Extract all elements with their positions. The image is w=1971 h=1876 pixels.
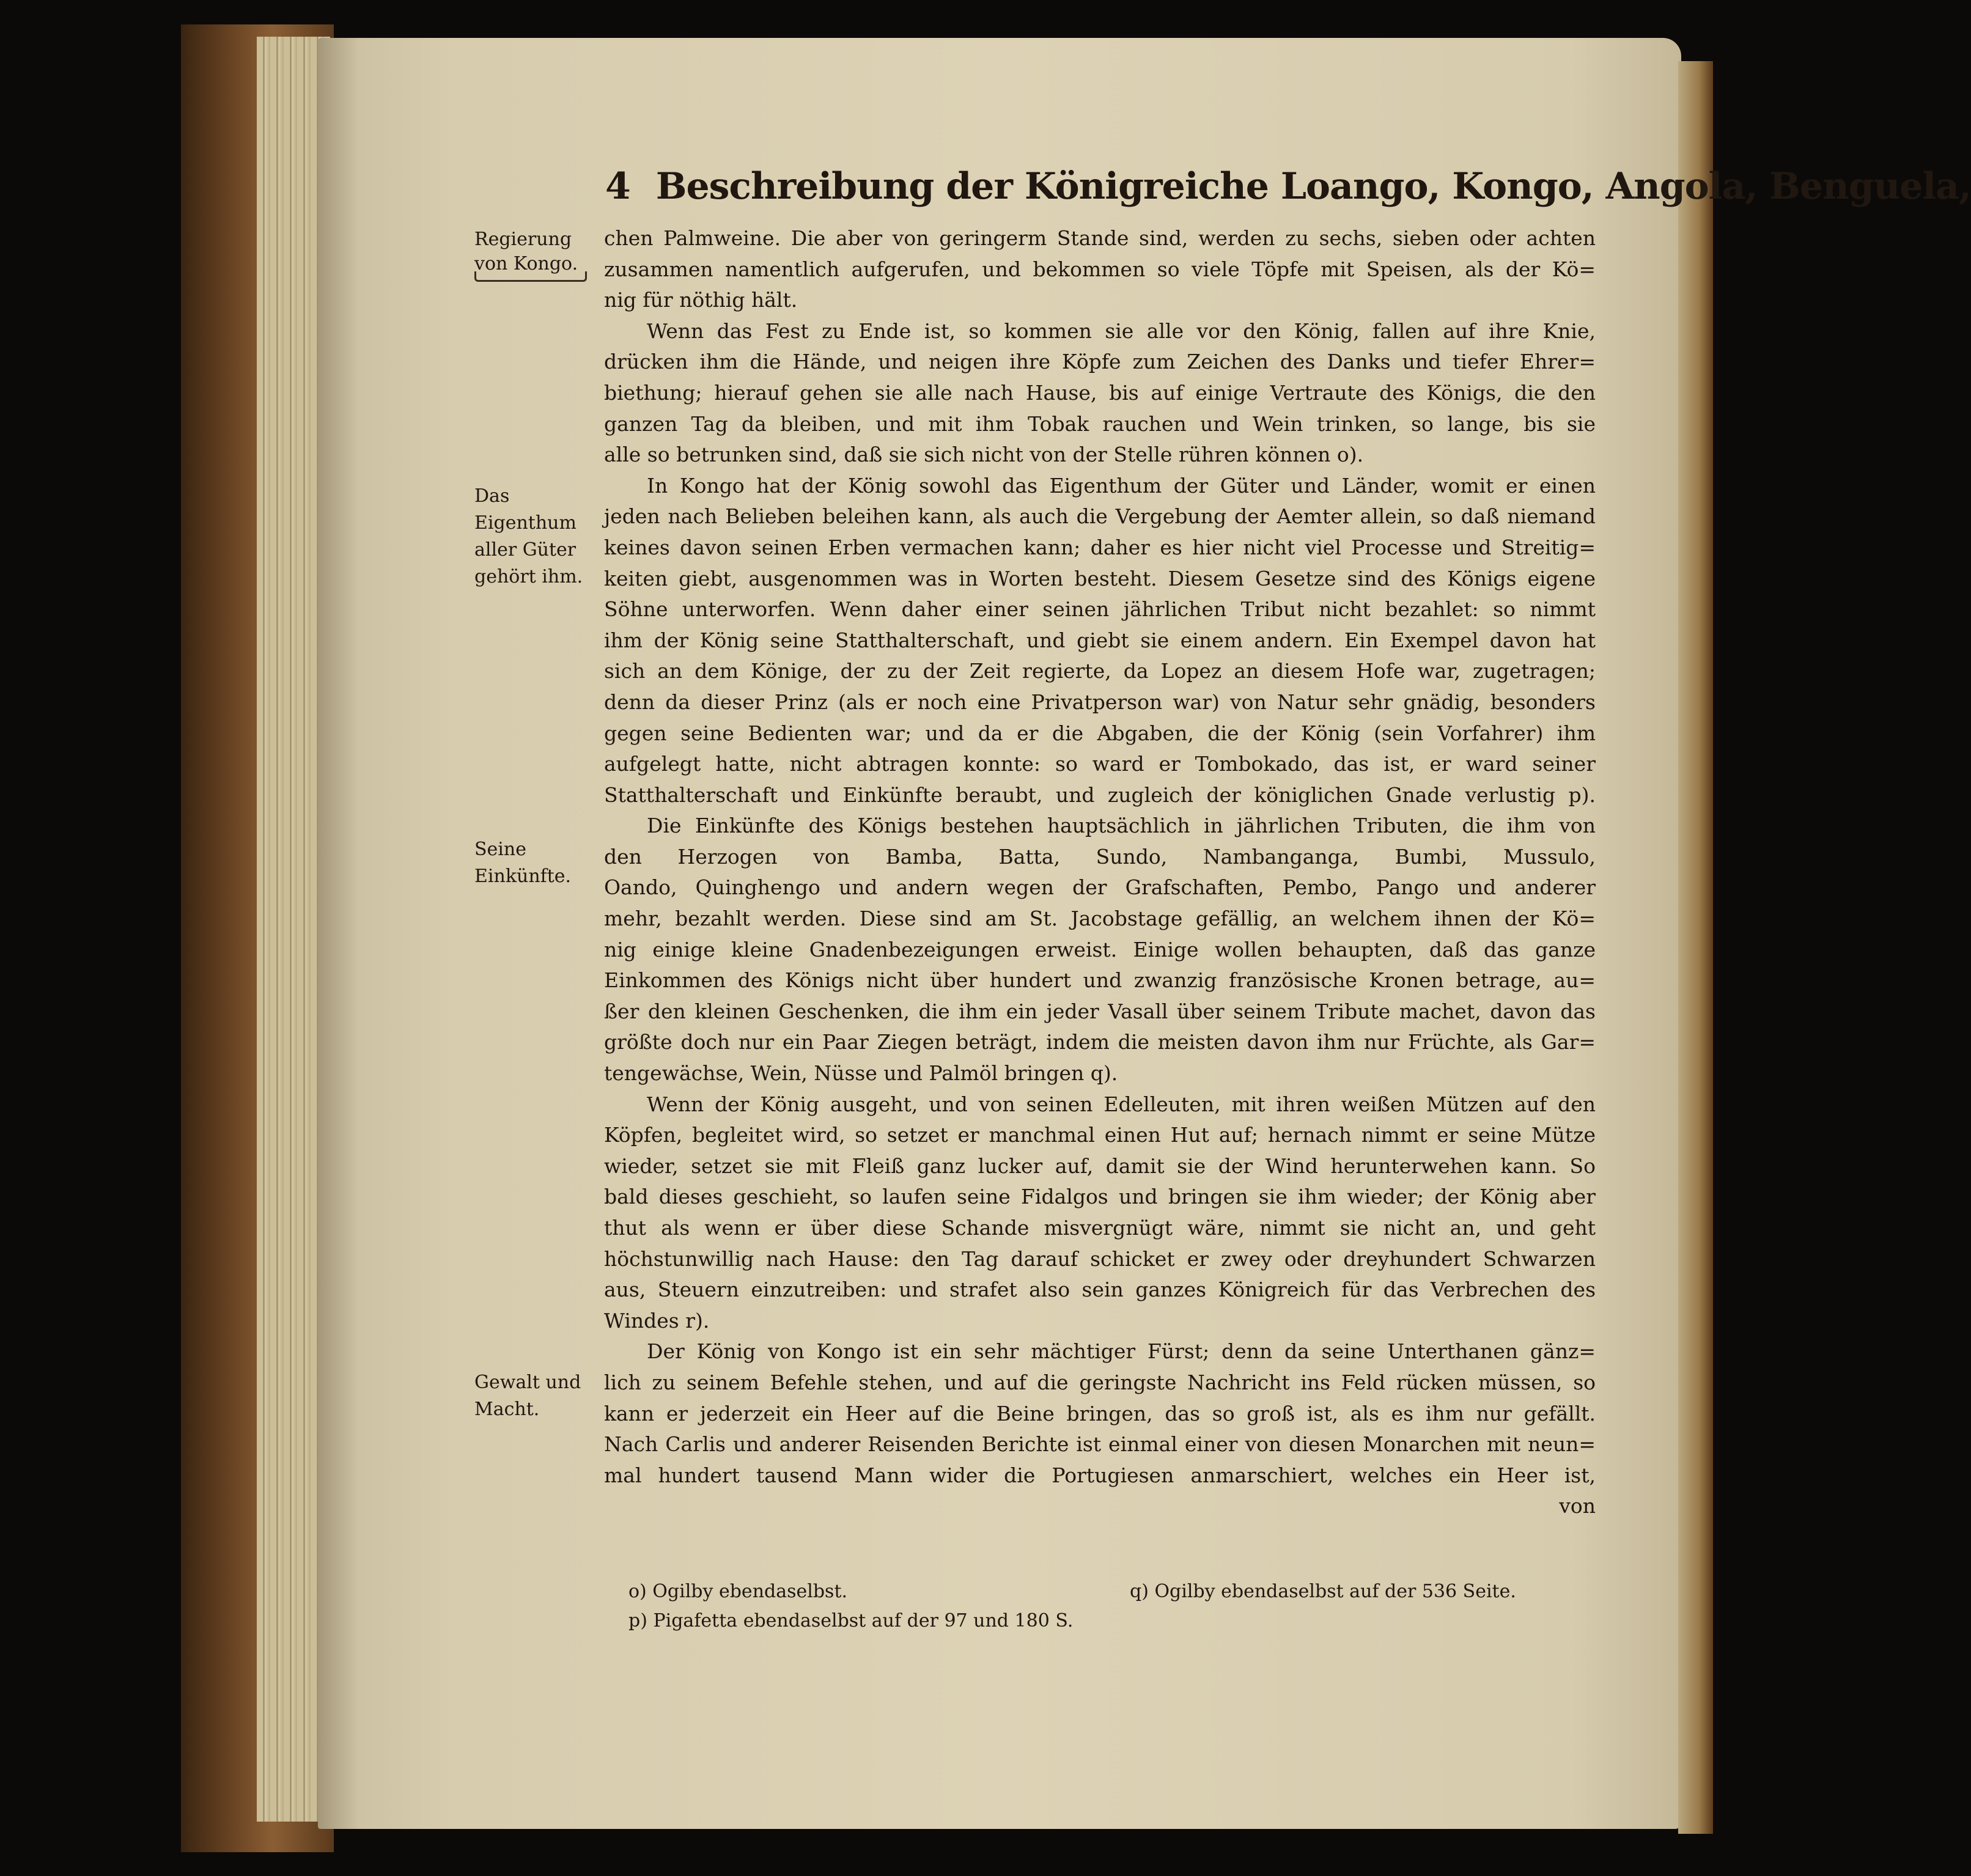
text-line: biethung; hierauf gehen sie alle nach Hause, bis auf einige Vertraute des Königs, die den [604, 380, 1596, 405]
text-line: Statthalterschaft und Einkünfte beraubt, und zugleich der königlichen Gnade verlustig p). [604, 782, 1596, 807]
text-line: zusammen namentlich aufgerufen, und bekommen so viele Töpfe mit Speisen, als der Kö= [604, 257, 1596, 281]
running-header [605, 165, 1971, 214]
footnote-p: p) Pigafetta ebendaselbst auf der 97 und 180 S. [628, 1610, 1074, 1631]
text-line: ganzen Tag da bleiben, und mit ihm Tobak rauchen und Wein trinken, so lange, bis sie [604, 411, 1596, 436]
text-line: Wenn der König ausgeht, und von seinen Edelleuten, mit ihren weißen Mützen auf den [647, 1092, 1596, 1116]
text-line: thut als wenn er über diese Schande misvergnügt wäre, nimmt sie nicht an, und geht [604, 1216, 1596, 1240]
text-line: tengewächse, Wein, Nüsse und Palmöl bringen q). [604, 1061, 1118, 1086]
text-line: Köpfen, begleitet wird, so setzet er manchmal einen Hut auf; hernach nimmt er seine Mütze [604, 1123, 1596, 1147]
text-line: mehr, bezahlt werden. Diese sind am St. Jacobstage gefällig, an welchem ihnen der Kö= [604, 907, 1596, 931]
margin-note-eigenthum: Das Eigenthum aller Güter gehört ihm. [474, 485, 583, 587]
text-line: kann er jederzeit ein Heer auf die Beine bringen, das so groß ist, als es ihm nur gefällt. [604, 1401, 1596, 1425]
text-line: Einkommen des Königs nicht über hundert und zwanzig französische Kronen betrage, au= [604, 968, 1596, 993]
main-text [604, 223, 1596, 1522]
text-line: Der König von Kongo ist ein sehr mächtiger Fürst; denn da seine Unterthanen gänz= [647, 1339, 1596, 1364]
text-line: höchstunwillig nach Hause: den Tag darauf schicket er zwey oder dreyhundert Schwarzen [604, 1246, 1596, 1271]
text-line: Oando, Quinghengo und andern wegen der Grafschaften, Pembo, Pango und anderer [604, 875, 1596, 900]
footnote-row [628, 1606, 1607, 1636]
text-line: keiten giebt, ausgenommen was in Worten besteht. Diesem Gesetze sind des Königs eigene [604, 566, 1596, 590]
page-title: Beschreibung der Königreiche Loango, Kongo, Angola, Benguela, [655, 165, 1971, 208]
text-line: alle so betrunken sind, daß sie sich nicht von der Stelle rühren können o). [604, 443, 1364, 467]
footnote-q: q) Ogilby ebendaselbst auf der 536 Seite. [1130, 1581, 1516, 1602]
text-line: Wenn das Fest zu Ende ist, so kommen sie alle vor den König, fallen auf ihre Knie, [647, 318, 1596, 343]
text-line: sich an dem Könige, der zu der Zeit regierte, da Lopez an diesem Hofe war, zugetragen; [604, 659, 1596, 683]
margin-note-gewalt: Gewalt und Macht. [474, 1372, 581, 1420]
text-line: wieder, setzet sie mit Fleiß ganz lucker auf, damit sie der Wind herunterwehen kann. So [604, 1153, 1596, 1178]
text-line: aufgelegt hatte, nicht abtragen konnte: so ward er Tombokado, das ist, er ward seiner [604, 752, 1596, 776]
margin-note-einkuenfte: Seine Einkünfte. [474, 839, 572, 887]
text-line: den Herzogen von Bamba, Batta, Sundo, Nambanganga, Bumbi, Mussulo, [604, 844, 1596, 869]
margin-note-text: Regierung von Kongo. [474, 229, 578, 274]
text-line: ßer den kleinen Geschenken, die ihm ein jeder Vasall über seinem Tribute machet, davon das [604, 999, 1596, 1023]
text-line: In Kongo hat der König sowohl das Eigenthum der Güter und Länder, womit er einen [647, 473, 1596, 498]
text-line: Windes r). [604, 1308, 710, 1333]
text-line: Söhne unterworfen. Wenn daher einer seinen jährlichen Tribut nicht bezahlet: so nimmt [604, 597, 1596, 622]
text-line: chen Palmweine. Die aber von geringerm Stande sind, werden zu sechs, sieben oder achten [604, 226, 1596, 250]
text-line: denn da dieser Prinz (als er noch eine Privatperson war) von Natur sehr gnädig, besonders [604, 690, 1596, 714]
footnote-row [628, 1577, 1607, 1606]
text-line: nig für nöthig hält. [604, 288, 798, 312]
text-line: Die Einkünfte des Königs bestehen hauptsächlich in jährlichen Tributen, die ihm von [647, 814, 1596, 838]
text-line: lich zu seinem Befehle stehen, und auf die geringste Nachricht ins Feld rücken müssen, so [604, 1370, 1596, 1394]
text-line: jeden nach Belieben beleihen kann, als auch die Vergebung der Aemter allein, so daß niemand [604, 504, 1596, 529]
text-line: drücken ihm die Hände, und neigen ihre Köpfe zum Zeichen des Danks und tiefer Ehrer= [604, 350, 1596, 374]
margin-note-regierung [474, 227, 597, 282]
text-line: gegen seine Bedienten war; und da er die Abgaben, die der König (sein Vorfahrer) ihm [604, 721, 1596, 745]
footnotes [628, 1577, 1607, 1636]
text-line: mal hundert tausend Mann wider die Portugiesen anmarschiert, welches ein Heer ist, [604, 1463, 1596, 1487]
page-number: 4 [605, 165, 630, 208]
text-line: ihm der König seine Statthalterschaft, und giebt sie einem andern. Ein Exempel davon hat [604, 628, 1596, 652]
text-line: aus, Steuern einzutreiben: und strafet also sein ganzes Königreich für das Verbrechen des [604, 1278, 1596, 1302]
text-line: keines davon seinen Erben vermachen kann; daher es hier nicht viel Processe und Streitig= [604, 535, 1596, 559]
text-line: Nach Carlis und anderer Reisenden Berichte ist einmal einer von diesen Monarchen mit neun= [604, 1432, 1596, 1457]
text-line: bald dieses geschieht, so laufen seine Fidalgos und bringen sie ihm wieder; der König aber [604, 1185, 1596, 1209]
text-line: nig einige kleine Gnadenbezeigungen erweist. Einige wollen behaupten, daß das ganze [604, 937, 1596, 962]
catchword: von [1559, 1494, 1596, 1518]
text-line: größte doch nur ein Paar Ziegen beträgt, indem die meisten davon ihm nur Früchte, als Gar= [604, 1030, 1596, 1054]
footnote-o: o) Ogilby ebendaselbst. [628, 1581, 848, 1602]
